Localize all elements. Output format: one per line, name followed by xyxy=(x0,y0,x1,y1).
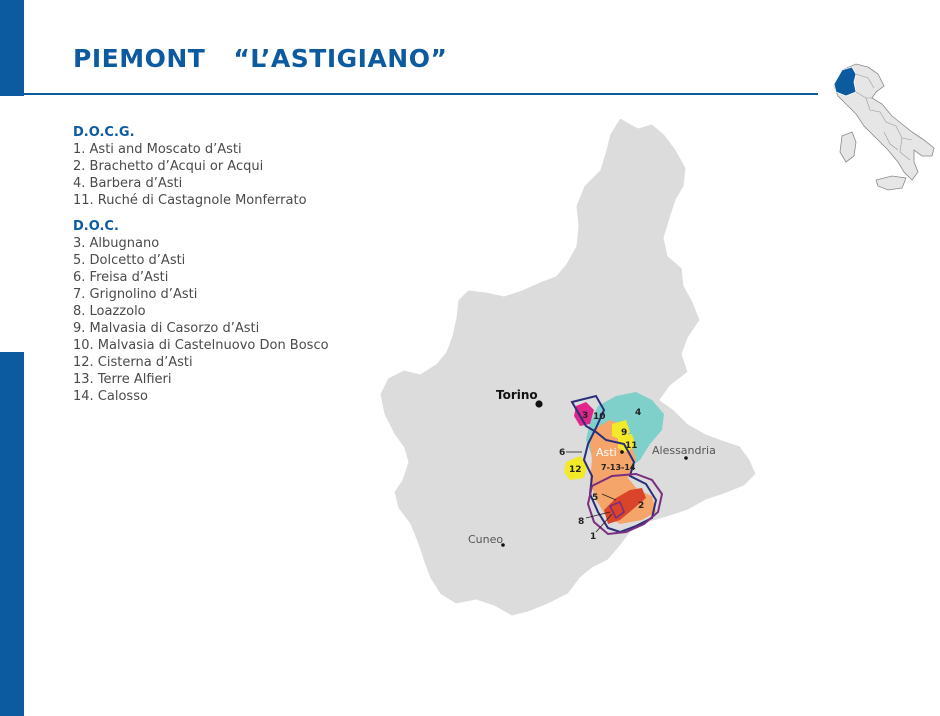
cuneo-label: Cuneo xyxy=(468,533,504,546)
list-item: 5. Dolcetto d’Asti xyxy=(73,253,186,268)
italy-inset-map xyxy=(834,64,934,190)
list-item: 8. Loazzolo xyxy=(73,304,146,319)
zone-label-7-13-14: 7-13-14 xyxy=(601,463,636,472)
list-item: 12. Cisterna d’Asti xyxy=(73,355,193,370)
asti-label: Asti xyxy=(596,446,617,459)
sardinia-island xyxy=(840,132,856,162)
list-item: 10. Malvasia di Castelnuovo Don Bosco xyxy=(73,338,329,353)
list-item: 13. Terre Alfieri xyxy=(73,372,172,387)
list-item: 7. Grignolino d’Asti xyxy=(73,287,198,302)
list-item: 3. Albugnano xyxy=(73,236,160,251)
zone-label-2: 2 xyxy=(638,501,645,511)
zone-label-1: 1 xyxy=(590,532,597,542)
list-item: 14. Calosso xyxy=(73,389,148,404)
zone-label-3: 3 xyxy=(582,411,589,421)
list-item: 2. Brachetto d’Acqui or Acqui xyxy=(73,159,264,174)
list-item: 6. Freisa d’Asti xyxy=(73,270,169,285)
zone-label-9: 9 xyxy=(621,428,628,438)
zone-label-10: 10 xyxy=(593,412,606,422)
sicily-island xyxy=(876,176,906,190)
list-item: 9. Malvasia di Casorzo d’Asti xyxy=(73,321,260,336)
zone-label-4: 4 xyxy=(635,408,642,418)
list-item: 4. Barbera d’Asti xyxy=(73,176,183,191)
zone-label-5: 5 xyxy=(592,493,599,503)
title-subregion: “L’ASTIGIANO” xyxy=(233,44,448,73)
asti-marker xyxy=(620,450,624,454)
alessandria-label: Alessandria xyxy=(652,444,716,457)
zone-label-11: 11 xyxy=(625,441,638,451)
title-region: PIEMONT xyxy=(73,44,206,73)
piemonte-region-shape xyxy=(380,118,756,616)
legend-docg-heading: D.O.C.G. xyxy=(73,125,135,140)
legend-doc-heading: D.O.C. xyxy=(73,219,119,234)
piemonte-highlight xyxy=(834,67,856,96)
zone-label-8: 8 xyxy=(578,517,585,527)
zone-label-12: 12 xyxy=(569,465,582,475)
zone-label-6: 6 xyxy=(559,448,566,458)
torino-label: Torino xyxy=(496,388,538,402)
list-item: 1. Asti and Moscato d’Asti xyxy=(73,142,242,157)
list-item: 11. Ruché di Castagnole Monferrato xyxy=(73,193,307,208)
